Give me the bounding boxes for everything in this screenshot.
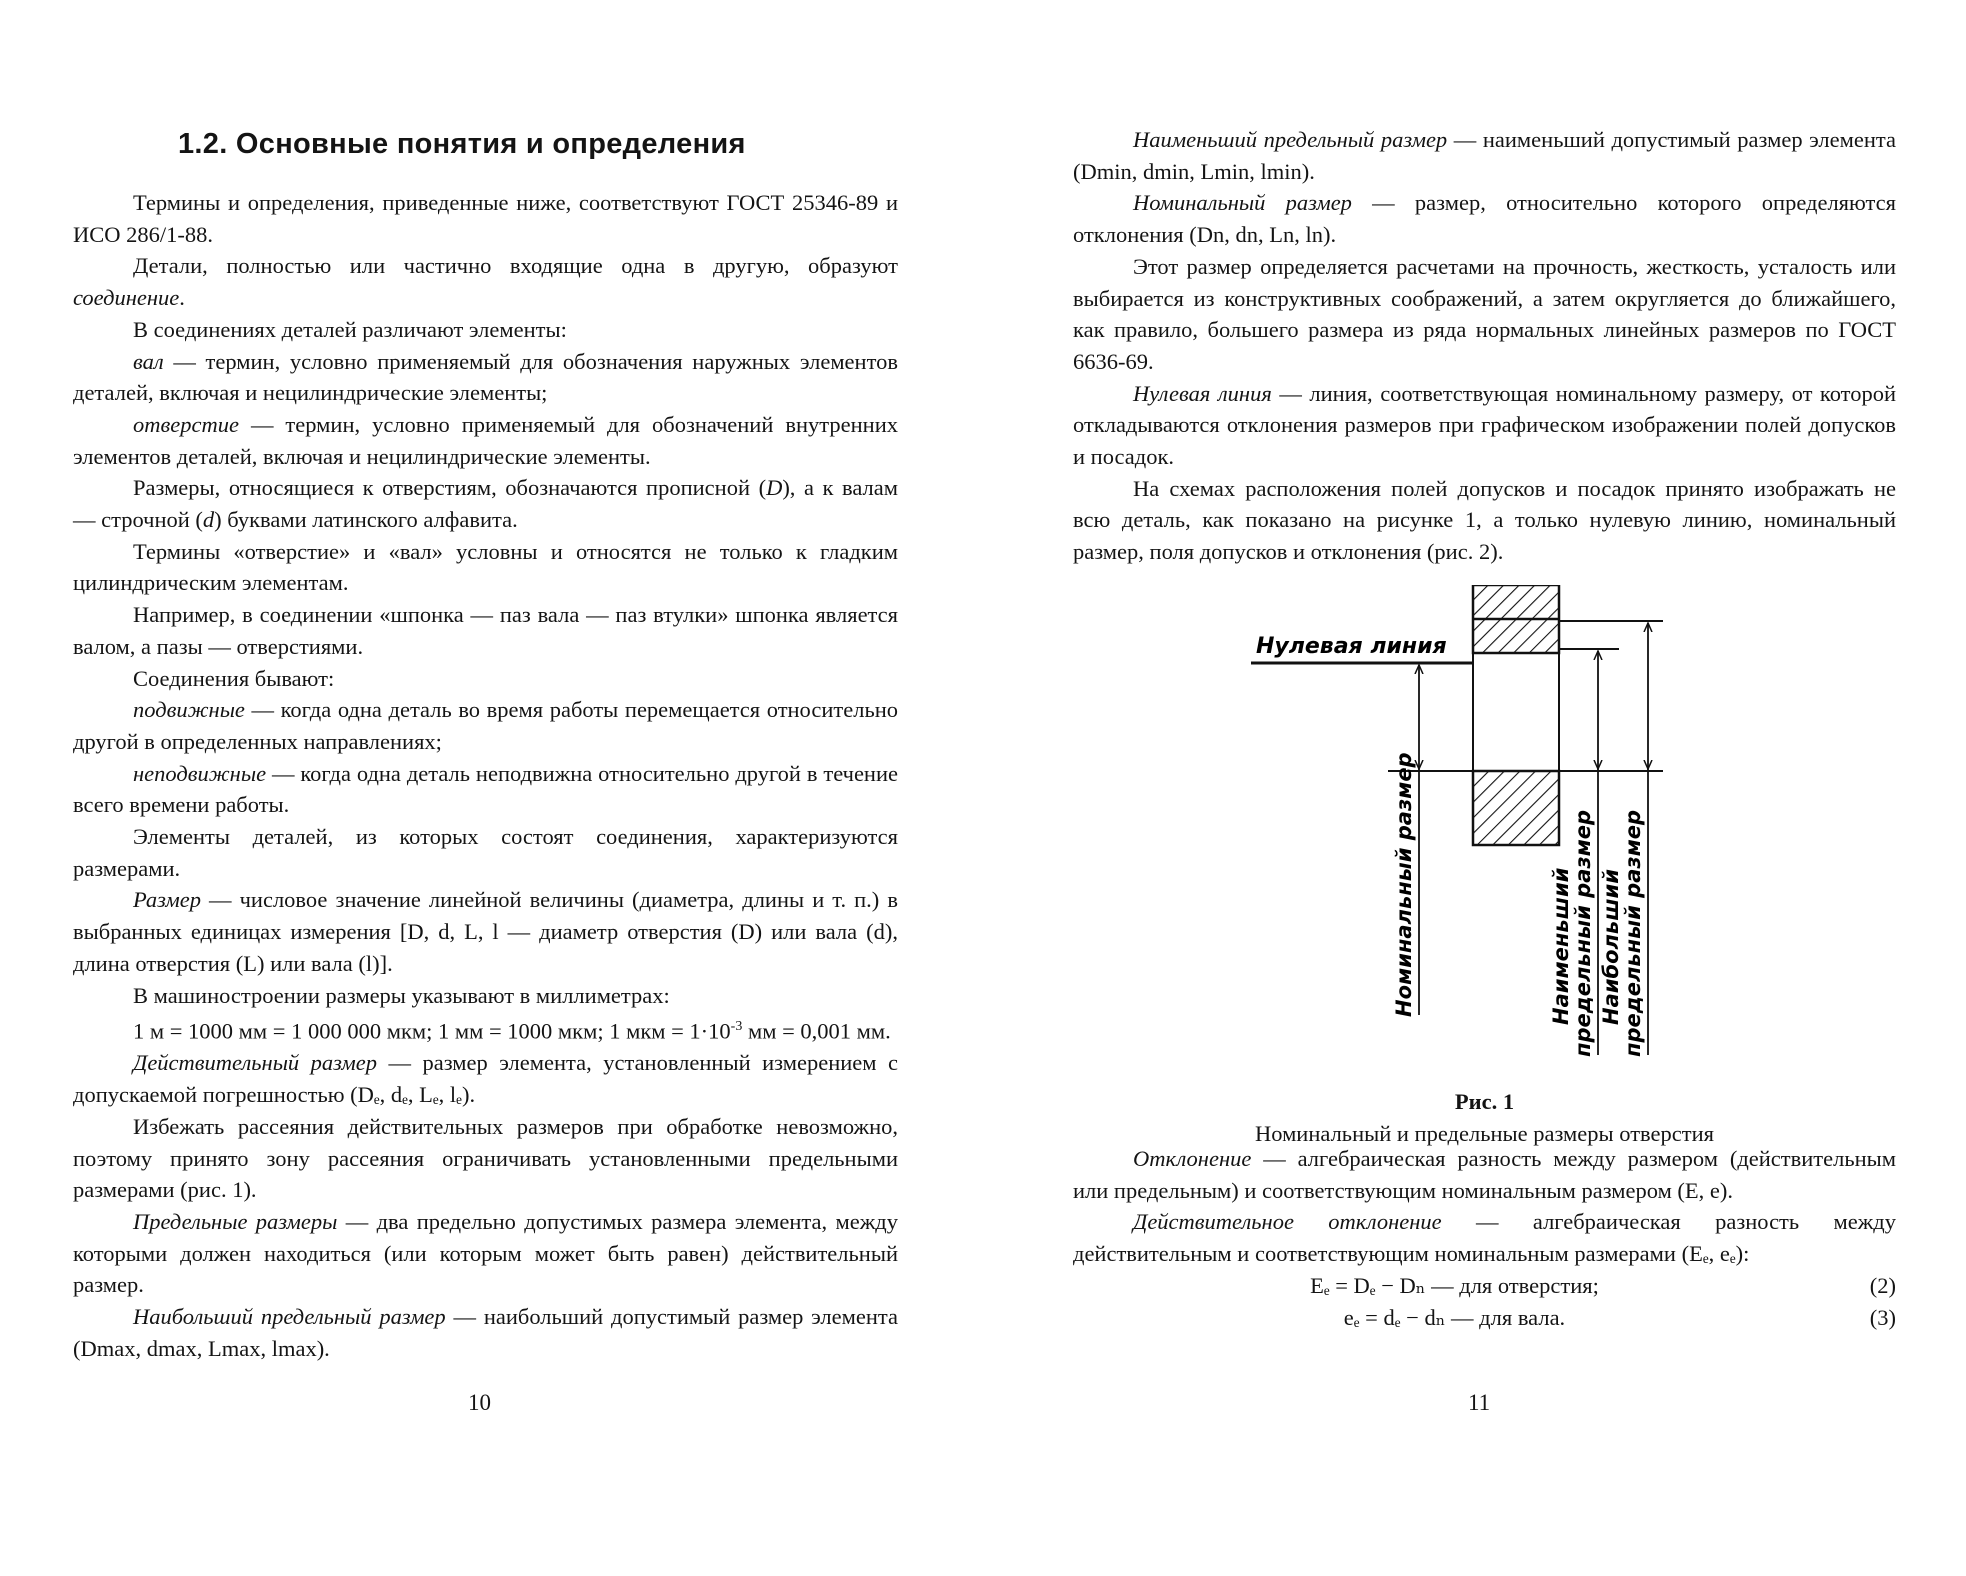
label-min-1: Наименьший <box>1549 867 1573 1025</box>
label-nominal: Номинальный размер <box>1392 752 1416 1017</box>
definition: Наибольший предельный размер — наибольший допустимый размер элемента (Dmax, dmax, Lmax, lmax). <box>73 1304 899 1361</box>
definition: Размер — числовое значение линейной величины (диаметра, длины и т. п.) в выбранных единицах измерения [D, d, L, l — диаметр отверстия (D) или вала (d), длина отверстия (L) или вала (l)]. <box>73 887 898 976</box>
definition: Действительное отклонение — алгебраическая разность между действительным и соответствующим номинальным размерами (Eₑ, eₑ): <box>1073 1209 1896 1267</box>
equation-2: Eₑ = Dₑ − Dₙ — для отверстия; (2) <box>1310 1272 1896 1298</box>
definition: Наименьший предельный размер — наименьший допустимый размер элемента (Dmin, dmin, Lmin, lmin). <box>1073 127 1896 184</box>
label-max-2: предельный размер <box>1621 809 1645 1057</box>
section-title: 1.2. Основные понятия и определения <box>178 128 746 160</box>
figure-1-diagram <box>1223 585 1703 1065</box>
page-number: 10 <box>468 1390 491 1415</box>
figure-number: Рис. 1 <box>1454 1089 1515 1114</box>
definition: отверстие — термин, условно применяемый для обозначений внутренних элементов деталей, включая и нецилиндрические элементы. <box>73 411 898 469</box>
figure-title: Номинальный и предельные размеры отверстия <box>1255 1120 1714 1146</box>
paragraph: Этот размер определяется расчетами на прочность, жесткость, усталость или выбирается из конструктивных соображений, а затем округляется до ближайшего, как правило, большего размера из ряда нормальных линейных размеров по ГОСТ 6636-69. <box>1073 253 1896 374</box>
paragraph: Избежать рассеяния действительных размеров при обработке невозможно, поэтому принято зону рассеяния ограничивать установленными предельными размерами (рис. 1). <box>73 1113 898 1203</box>
label-max-1: Наибольший <box>1599 869 1623 1025</box>
page-number: 11 <box>1468 1390 1491 1415</box>
right-page <box>983 0 1966 1576</box>
right-body-text-lower <box>1073 1143 1896 1333</box>
definition: вал — термин, условно применяемый для обозначения наружных элементов деталей, включая и нецилиндрические элементы; <box>73 348 898 406</box>
paragraph: Элементы деталей, из которых состоят соединения, характеризуются размерами. <box>73 824 898 881</box>
definition: подвижные — когда одна деталь во время работы перемещается относительно другой в определенных направлениях; <box>73 697 898 754</box>
definition: Действительный размер — размер элемента, установленный измерением с допускаемой погрешностью (Dₑ, dₑ, Lₑ, lₑ). <box>73 1050 898 1108</box>
paragraph: Термины и определения, приведенные ниже, соответствуют ГОСТ 25346-89 и ИСО 286/1-88. <box>73 190 898 247</box>
paragraph: Термины «отверстие» и «вал» условны и относятся не только к гладким цилиндрическим элементам. <box>73 538 898 596</box>
equation-3: eₑ = dₑ − dₙ — для вала. (3) <box>1343 1304 1896 1330</box>
paragraph: Размеры, относящиеся к отверстиям, обозначаются прописной (D), а к валам — строчной (d) буквами латинского алфавита. <box>73 475 898 533</box>
paragraph: Детали, полностью или частично входящие одна в другую, образуют соединение. <box>73 253 898 311</box>
paragraph: Соединения бывают: <box>133 665 335 691</box>
paragraph: В соединениях деталей различают элементы: <box>133 316 567 342</box>
definition: Отклонение — алгебраическая разность между размером (действительным или предельным) и соответствующим номинальным размером (E, e). <box>1073 1146 1896 1203</box>
paragraph: На схемах расположения полей допусков и посадок принято изображать не всю деталь, как показано на рисунке 1, а только нулевую линию, номинальный размер, поля допусков и отклонения (рис. 2). <box>1073 475 1896 565</box>
units-formula: 1 м = 1000 мм = 1 000 000 мкм; 1 мм = 1000 мкм; 1 мкм = $1\cdot 10^{-3}$ мм = 0,001 мм. <box>133 1018 891 1044</box>
left-body-text <box>73 187 898 1365</box>
zero-line-label: Нулевая линия <box>1256 634 1447 659</box>
hatched-wall-bottom <box>1473 771 1559 845</box>
label-min-2: предельный размер <box>1571 809 1595 1057</box>
paragraph: В машиностроении размеры указывают в миллиметрах: <box>133 982 670 1008</box>
definition: Нулевая линия — линия, соответствующая номинальному размеру, от которой откладываются отклонения размеров при графическом изображении полей допусков и посадок. <box>1073 380 1896 470</box>
definition: Номинальный размер — размер, относительно которого определяются отклонения (Dn, dn, Ln, ln). <box>1073 190 1896 248</box>
figure-caption <box>1073 1086 1896 1149</box>
paragraph: Например, в соединении «шпонка — паз вала — паз втулки» шпонка является валом, а пазы — отверстиями. <box>73 602 898 659</box>
right-body-text <box>1073 124 1896 568</box>
definition: Предельные размеры — два предельно допустимых размера элемента, между которыми должен находиться (или которым может быть равен) действительный размер. <box>73 1209 898 1298</box>
definition: неподвижные — когда одна деталь неподвижна относительно другой в течение всего времени работы. <box>73 760 898 818</box>
